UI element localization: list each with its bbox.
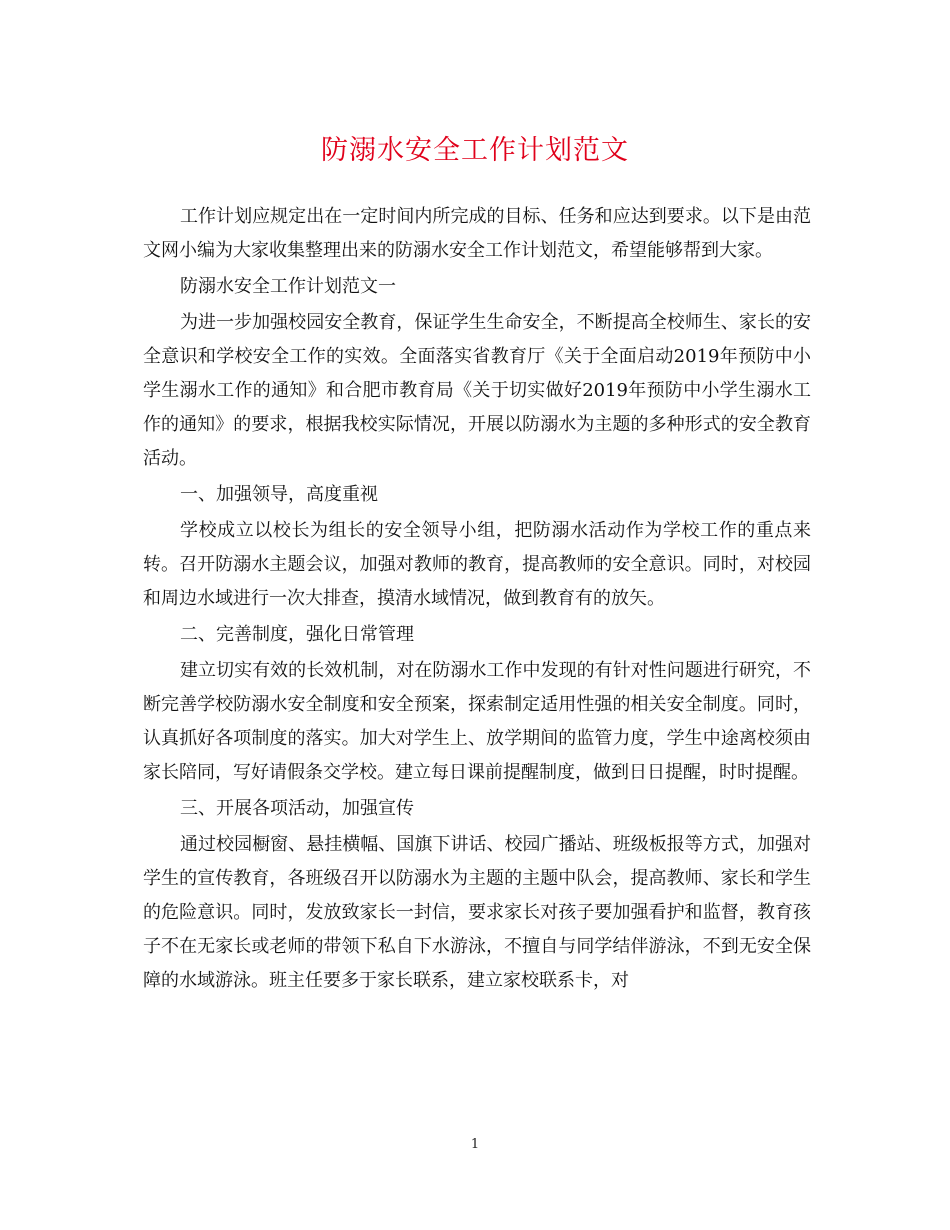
section-heading-activities: 三、开展各项活动，加强宣传 bbox=[180, 798, 414, 819]
section-heading-system: 二、完善制度，强化日常管理 bbox=[180, 624, 414, 645]
page-number: 1 bbox=[470, 1137, 480, 1152]
section-heading-leadership: 一、加强领导，高度重视 bbox=[180, 484, 378, 505]
body-paragraph: 学校成立以校长为组长的安全领导小组，把防溺水活动作为学校工作的重点来转。召开防溺水主题会议，加强对教师的教育，提高教师的安全意识。同时，对校园和周边水域进行一次大排查，摸清水域情况，做到教育有的放矢。 bbox=[143, 520, 811, 609]
intro-paragraph: 工作计划应规定出在一定时间内所完成的目标、任务和应达到要求。以下是由范文网小编为大家收集整理出来的防溺水安全工作计划范文，希望能够帮到大家。 bbox=[143, 206, 811, 261]
body-paragraph: 建立切实有效的长效机制，对在防溺水工作中发现的有针对性问题进行研究，不断完善学校防溺水安全制度和安全预案，探索制定适用性强的相关安全制度。同时，认真抓好各项制度的落实。加大对学生上、放学期间的监管力度，学生中途离校须由家长陪同，写好请假条交学校。建立每日课前提醒制度，做到日日提醒，时时提醒。 bbox=[143, 660, 811, 783]
document-body bbox=[143, 200, 811, 1000]
body-paragraph: 为进一步加强校园安全教育，保证学生生命安全，不断提高全校师生、家长的安全意识和学校安全工作的实效。全面落实省教育厅《关于全面启动2019年预防中小学生溺水工作的通知》和合肥市教育局《关于切实做好2019年预防中小学生溺水工作的通知》的要求，根据我校实际情况，开展以防溺水为主题的多种形式的安全教育活动。 bbox=[143, 312, 811, 469]
document-title: 防溺水安全工作计划范文 bbox=[321, 135, 629, 166]
body-paragraph: 通过校园橱窗、悬挂横幅、国旗下讲话、校园广播站、班级板报等方式，加强对学生的宣传教育，各班级召开以防溺水为主题的主题中队会，提高教师、家长和学生的危险意识。同时，发放致家长一封信，要求家长对孩子要加强看护和监督，教育孩子不在无家长或老师的带领下私自下水游泳，不擅自与同学结伴游泳，不到无安全保障的水域游泳。班主任要多于家长联系，建立家校联系卡，对 bbox=[143, 834, 811, 991]
section-heading-sample-one: 防溺水安全工作计划范文一 bbox=[180, 276, 396, 297]
